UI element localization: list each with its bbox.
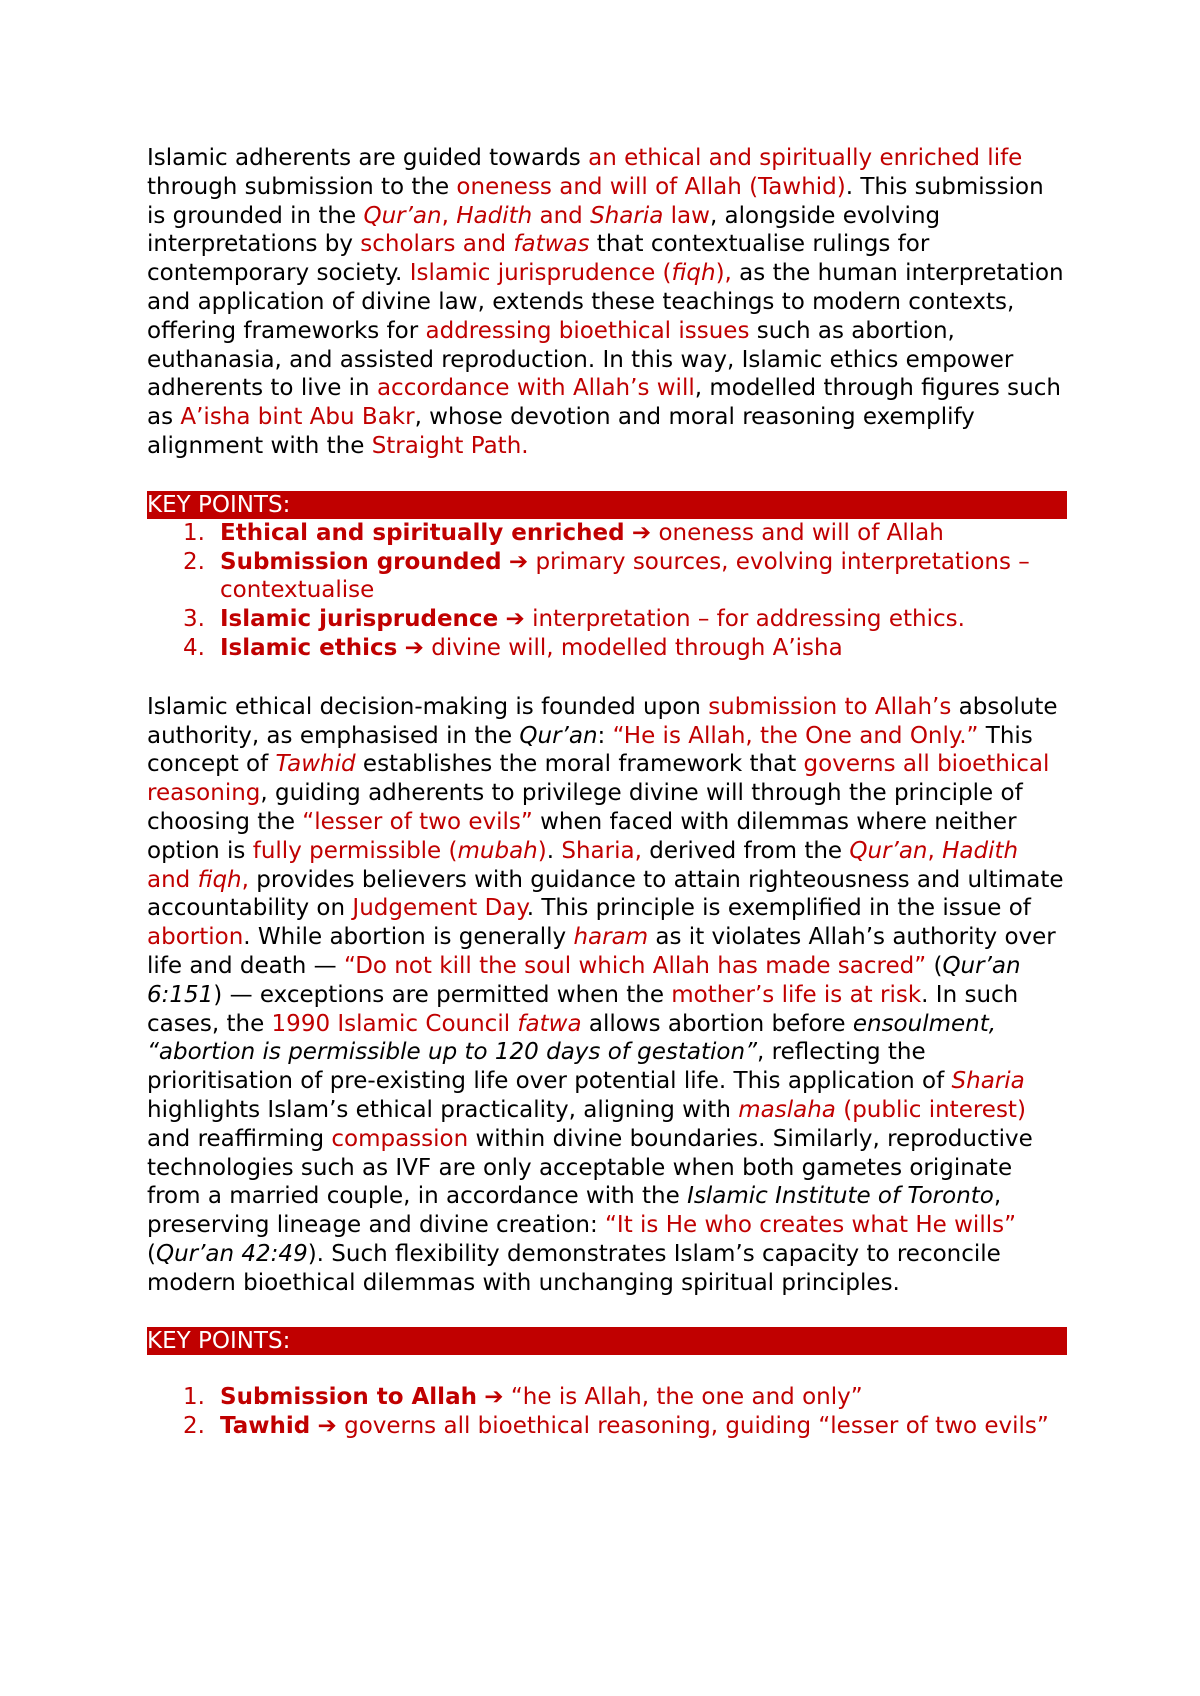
- key-point-item: [147, 519, 1067, 548]
- key-points-list-2: [147, 1383, 1067, 1441]
- text-run: law: [663, 202, 710, 229]
- key-point-detail: interpretation – for addressing ethics.: [524, 606, 965, 633]
- key-point-term: Ethical and spiritually enriched: [220, 519, 625, 546]
- text-run: “He is Allah, the One and Only.”: [612, 722, 979, 749]
- text-run: submission to Allah’s: [708, 693, 952, 720]
- key-point-item: [147, 1383, 1067, 1412]
- text-run: abortion: [147, 924, 244, 951]
- key-point-number: 1.: [183, 519, 205, 546]
- text-run: fatwa: [517, 1010, 582, 1037]
- text-run: Qur’an: [849, 837, 928, 864]
- key-point-number: 2.: [183, 548, 205, 575]
- text-run: ,: [441, 202, 457, 229]
- key-point-number: 4.: [183, 634, 205, 661]
- key-point-number: 3.: [183, 606, 205, 633]
- paragraph-decision-making: [147, 693, 1067, 1298]
- key-points-list-1: [147, 519, 1067, 663]
- spacer: [147, 1297, 1067, 1327]
- key-point-term: Islamic ethics: [220, 634, 398, 661]
- text-run: , modelled through figures such as: [147, 375, 1061, 431]
- text-run: . While abortion is generally: [243, 924, 574, 951]
- text-run: (public interest): [835, 1096, 1026, 1123]
- key-point-term: Submission grounded: [220, 548, 502, 575]
- text-run: and: [532, 202, 591, 229]
- text-run: Tawhid: [275, 751, 356, 778]
- text-run: haram: [573, 924, 649, 951]
- text-run: 1990 Islamic Council: [271, 1010, 518, 1037]
- text-run: . This submission is grounded in the: [147, 173, 1044, 229]
- text-run: ) — exceptions are permitted when the: [213, 981, 672, 1008]
- text-run: scholars and: [360, 231, 514, 258]
- text-run: , whose devotion and moral reasoning exemplify alignment with the: [147, 404, 975, 459]
- text-run: “It is He who creates what He wills”: [605, 1212, 1017, 1239]
- text-run: establishes the moral framework that: [355, 751, 804, 778]
- arrow-right-icon: ➔: [505, 606, 525, 633]
- text-run: an ethical and spiritually enriched life: [588, 145, 1023, 171]
- text-run: A’isha bint Abu Bakr: [180, 404, 415, 431]
- key-point-detail: oneness and will of Allah: [651, 519, 944, 546]
- text-run: as it violates Allah’s authority over life and death —: [147, 924, 1056, 979]
- text-run: ). Such flexibility demonstrates Islam’s capacity to reconcile modern bioethical dilemmas with unchanging spiritual principles.: [147, 1240, 1001, 1296]
- text-run: governs all bioethical reasoning: [147, 751, 1050, 807]
- spacer: [147, 1355, 1067, 1383]
- text-run: fiqh: [197, 866, 242, 893]
- text-run: ,: [241, 866, 249, 893]
- text-run: , reflecting the prioritisation of pre-existing life over potential life. This application of: [147, 1039, 952, 1095]
- key-point-item: [147, 548, 1067, 606]
- document-body: [147, 144, 1067, 1441]
- key-point-term: Submission to Allah: [220, 1384, 477, 1411]
- key-point-detail: divine will, modelled through A’isha: [423, 634, 843, 661]
- text-run: Islamic ethical decision-making is founded upon: [147, 693, 709, 720]
- key-point-number: 2.: [183, 1413, 205, 1440]
- text-run: Qur’an 42:49: [155, 1240, 308, 1267]
- key-point-number: 1.: [183, 1384, 205, 1411]
- text-run: , preserving lineage and divine creation:: [147, 1183, 1002, 1239]
- text-run: derived from the: [641, 837, 850, 864]
- key-point-detail: primary sources, evolving interpretations – contextualise: [220, 548, 1030, 604]
- paragraph-intro: [147, 144, 1067, 461]
- text-run: “Do not kill the soul which Allah has made sacred”: [343, 952, 927, 979]
- text-run: and: [147, 866, 198, 893]
- text-run: and reaffirming: [147, 1125, 332, 1152]
- text-run: accordance with Allah’s will: [376, 375, 695, 402]
- text-run: ensoulment, “abortion is permissible up to 120 days of gestation”: [147, 1010, 997, 1066]
- text-run: ),: [715, 260, 732, 287]
- text-run: addressing bioethical issues: [425, 317, 750, 344]
- arrow-right-icon: ➔: [631, 519, 652, 546]
- text-run: ): [537, 837, 547, 864]
- text-run: absolute authority, as emphasised in the: [147, 693, 1058, 749]
- text-run: allows abortion before: [581, 1010, 853, 1037]
- text-run: Hadith: [456, 202, 533, 229]
- text-run: fully permissible (: [252, 837, 458, 864]
- text-run: (: [926, 952, 943, 979]
- text-run: fatwas: [513, 231, 590, 258]
- text-run: maslaha: [738, 1096, 836, 1123]
- arrow-right-icon: ➔: [484, 1384, 504, 1411]
- text-run: ,: [927, 837, 943, 864]
- arrow-right-icon: ➔: [508, 548, 529, 575]
- text-run: Sharia,: [561, 837, 642, 864]
- key-point-term: Islamic jurisprudence: [220, 606, 499, 633]
- key-points-heading-1: KEY POINTS:: [147, 491, 1067, 519]
- text-run: within divine boundaries. Similarly, reproductive technologies such as IVF are only acceptable when both gametes originate from a married couple, in accordance with the: [147, 1125, 1033, 1210]
- text-run: “lesser of two evils”: [302, 808, 533, 835]
- text-run: mubah: [457, 837, 538, 864]
- text-run: Qur’an 6:151: [147, 952, 1021, 1008]
- text-run: (: [147, 1240, 156, 1267]
- text-run: Qur’an: [363, 202, 442, 229]
- arrow-right-icon: ➔: [317, 1413, 337, 1440]
- text-run: Hadith: [942, 837, 1019, 864]
- key-point-item: [147, 605, 1067, 634]
- text-run: Islamic Institute of Toronto: [687, 1183, 994, 1210]
- text-run: highlights Islam’s ethical practicality, aligning with: [147, 1096, 739, 1123]
- spacer: [147, 461, 1067, 491]
- text-run: when faced with dilemmas where neither option is: [147, 808, 1017, 864]
- text-run: such as abortion, euthanasia, and assisted reproduction. In this way, Islamic ethics empower adherents to live in: [147, 317, 1014, 402]
- text-run: , guiding adherents to privilege divine will through the principle of choosing the: [147, 780, 1023, 835]
- text-run: mother’s life is at risk: [671, 981, 922, 1008]
- key-point-item: [147, 1412, 1067, 1441]
- spacer: [147, 663, 1067, 693]
- text-run: Islamic jurisprudence (: [409, 260, 672, 287]
- text-run: as the human interpretation and application of divine law, extends these teachings to modern contexts, offering frameworks for: [147, 260, 1064, 344]
- text-run: compassion: [331, 1125, 469, 1152]
- text-run: This concept of: [147, 722, 1033, 778]
- key-point-detail: governs all bioethical reasoning, guiding “lesser of two evils”: [336, 1413, 1049, 1440]
- key-point-term: Tawhid: [220, 1413, 311, 1440]
- text-run: , alongside evolving interpretations by: [147, 202, 941, 258]
- text-run: oneness and will of Allah (Tawhid): [456, 173, 846, 200]
- text-run: fiqh: [671, 260, 716, 287]
- text-run: Qur’an: [519, 722, 598, 749]
- key-point-item: [147, 634, 1067, 663]
- text-run: through submission to the: [147, 173, 457, 200]
- text-run: . This principle is exemplified in the issue of: [526, 895, 1031, 922]
- text-run: Sharia: [951, 1068, 1025, 1095]
- text-run: . In such cases, the: [147, 981, 1019, 1037]
- key-points-heading-2: KEY POINTS:: [147, 1327, 1067, 1355]
- text-run: Judgement Day: [352, 895, 527, 922]
- arrow-right-icon: ➔: [404, 634, 424, 661]
- text-run: Sharia: [590, 202, 664, 229]
- text-run: :: [597, 722, 613, 749]
- text-run: provides believers with guidance to attain righteousness and ultimate accountability on: [147, 866, 1064, 922]
- text-run: Islamic adherents are guided towards: [147, 145, 589, 171]
- text-run: that contextualise rulings for contemporary society.: [147, 231, 930, 287]
- text-run: Straight Path.: [371, 432, 529, 459]
- key-point-detail: “he is Allah, the one and only”: [503, 1384, 863, 1411]
- text-run: .: [546, 837, 562, 864]
